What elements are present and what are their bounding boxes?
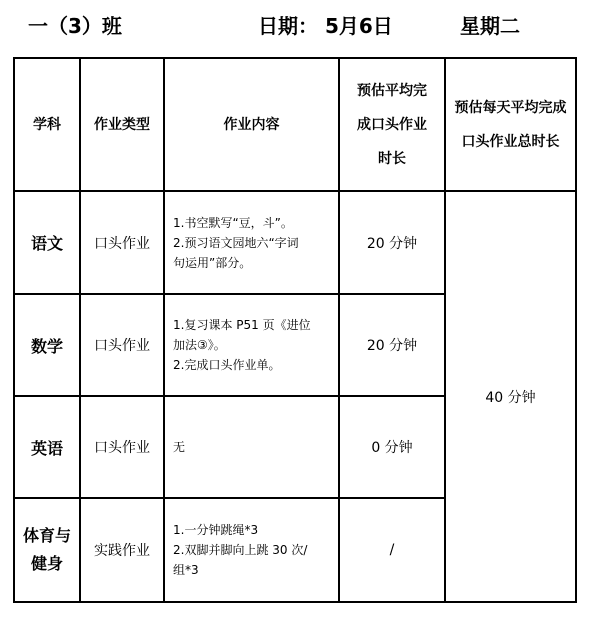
time-cell: 20 分钟	[339, 294, 445, 396]
header-avg-time-line: 成口头作业	[357, 116, 427, 133]
time-cell: /	[339, 498, 445, 602]
header-type: 作业类型	[80, 58, 164, 191]
type-cell: 口头作业	[80, 294, 164, 396]
time-cell: 20 分钟	[339, 191, 445, 294]
type-cell: 口头作业	[80, 191, 164, 294]
content-line: 组*3	[173, 563, 199, 577]
subject-cell	[14, 498, 80, 602]
class-title: 一（3）班	[28, 14, 122, 38]
header-avg-time-line: 预估平均完	[357, 82, 427, 99]
header-total-time-line: 口头作业总时长	[461, 133, 560, 150]
content-line: 句运用”部分。	[173, 255, 252, 270]
header-row	[14, 58, 576, 191]
content-line: 1.一分钟跳绳*3	[173, 523, 259, 537]
header-subject: 学科	[14, 58, 80, 191]
content-cell	[164, 294, 339, 396]
content-line: 2.完成口头作业单。	[173, 358, 281, 372]
content-cell	[164, 498, 339, 602]
subject-cell: 英语	[14, 396, 80, 498]
header-content: 作业内容	[164, 58, 339, 191]
content-line: 无	[173, 440, 186, 454]
homework-table	[13, 57, 577, 603]
subject-line: 健身	[30, 554, 63, 573]
type-cell: 口头作业	[80, 396, 164, 498]
type-cell: 实践作业	[80, 498, 164, 602]
time-cell: 0 分钟	[339, 396, 445, 498]
table-row	[14, 191, 576, 294]
subject-cell: 数学	[14, 294, 80, 396]
header-total-time-line: 预估每天平均完成	[454, 99, 567, 116]
header-avg-time	[339, 58, 445, 191]
content-line: 1.书空默写“豆，斗”。	[173, 215, 293, 230]
content-line: 1.复习课本 P51 页《进位	[173, 318, 311, 332]
total-time-cell: 40 分钟	[445, 191, 576, 602]
content-line: 2.预习语文园地六“字词	[173, 235, 299, 250]
subject-cell: 语文	[14, 191, 80, 294]
header-total-time	[445, 58, 576, 191]
date-label: 日期： 5月6日	[258, 14, 393, 38]
weekday-label: 星期二	[460, 14, 520, 38]
content-line: 2.双脚并脚向上跳 30 次/	[173, 543, 308, 557]
subject-line: 体育与	[22, 526, 71, 545]
content-cell	[164, 396, 339, 498]
content-cell	[164, 191, 339, 294]
content-line: 加法③》。	[173, 338, 226, 352]
header-avg-time-line: 时长	[378, 150, 406, 167]
